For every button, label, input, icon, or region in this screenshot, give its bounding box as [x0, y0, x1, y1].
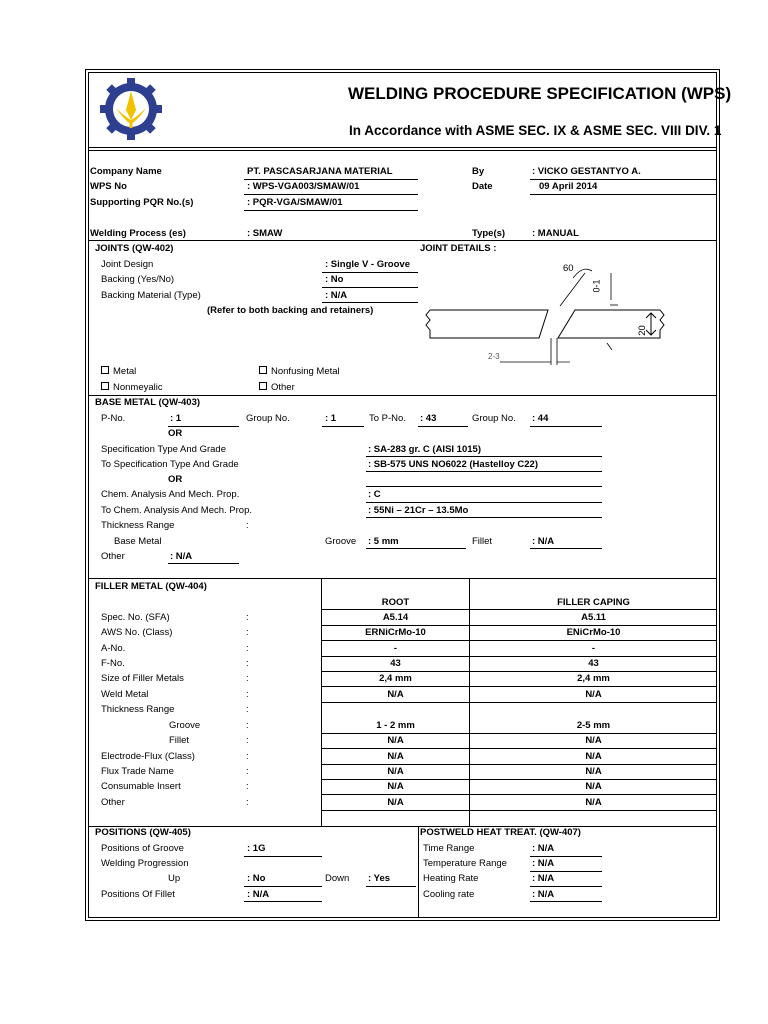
filler-root-value: N/A	[387, 797, 404, 808]
underline	[244, 856, 322, 857]
row-divider	[321, 686, 717, 687]
pos-groove-label: Positions of Groove	[101, 843, 184, 854]
checkbox-icon	[259, 382, 267, 390]
row-divider	[321, 656, 717, 657]
groove-value: : 5 mm	[368, 536, 399, 547]
thickness-colon: :	[246, 520, 249, 531]
filler-root-value: N/A	[387, 751, 404, 762]
filler-row-label: Electrode-Flux (Class)	[101, 751, 195, 762]
filler-row-colon: :	[246, 704, 249, 715]
joint-design-label: Joint Design	[101, 259, 154, 270]
filler-row-label: AWS No. (Class)	[101, 627, 173, 638]
underline	[366, 502, 602, 503]
pqr-value: : PQR-VGA/SMAW/01	[247, 197, 343, 208]
pqr-label: Supporting PQR No.(s)	[90, 197, 194, 208]
fillet-label: Fillet	[472, 536, 493, 547]
logo	[98, 76, 164, 142]
to-chem-value: : 55Ni – 21Cr – 13.5Mo	[368, 505, 469, 516]
underline	[530, 856, 602, 857]
row-divider	[321, 702, 717, 703]
filler-row-colon: :	[246, 689, 249, 700]
underline	[322, 426, 364, 427]
page-subtitle: In Accordance with ASME SEC. IX & ASME SEC. VIII DIV. 1	[349, 123, 722, 138]
divider	[321, 609, 717, 610]
filler-root-value: ERNiCrMo-10	[365, 627, 426, 638]
underline	[418, 426, 468, 427]
sketch-thickness: 20	[636, 325, 648, 336]
col-root-header: ROOT	[381, 597, 410, 608]
base-metal-title: BASE METAL (QW-403)	[95, 397, 201, 408]
backing-note: (Refer to both backing and retainers)	[207, 305, 374, 316]
group2-label: Group No.	[472, 413, 516, 424]
filler-row-label: Groove	[169, 720, 201, 731]
underline	[366, 471, 602, 472]
thickness-label: Thickness Range	[101, 520, 175, 531]
pos-groove-value: : 1G	[247, 843, 266, 854]
by-label: By	[472, 166, 485, 177]
sketch-gap: 2-3	[488, 352, 500, 361]
filler-root-value: N/A	[387, 766, 404, 777]
up-label: Up	[168, 873, 181, 884]
filler-cap-value: 2-5 mm	[576, 720, 611, 731]
time-value: : N/A	[532, 843, 555, 854]
underline	[366, 548, 466, 549]
col-cap-header: FILLER CAPING	[557, 597, 630, 608]
filler-root-value: N/A	[387, 781, 404, 792]
filler-row-label: A-No.	[101, 643, 126, 654]
group2-value: : 44	[532, 413, 549, 424]
down-value: : Yes	[368, 873, 391, 884]
to-spec-label: To Specification Type And Grade	[101, 459, 239, 470]
option-nonfusing	[259, 366, 340, 378]
underline	[168, 426, 239, 427]
filler-row-label: Weld Metal	[101, 689, 149, 700]
underline	[366, 517, 602, 518]
pwht-title: POSTWELD HEAT TREAT. (QW-407)	[420, 827, 581, 838]
divider	[88, 395, 717, 396]
filler-row-colon: :	[246, 673, 249, 684]
to-pno-label: To P-No.	[369, 413, 406, 424]
backing-mat-label: Backing Material (Type)	[101, 290, 201, 301]
filler-root-value: 2,4 mm	[379, 673, 412, 684]
underline	[366, 456, 602, 457]
row-divider	[321, 794, 717, 795]
filler-row-colon: :	[246, 781, 249, 792]
pos-fillet-value: : N/A	[247, 889, 270, 900]
base-label: Base Metal	[114, 536, 162, 547]
date-label: Date	[472, 181, 493, 192]
other-value: : N/A	[170, 551, 193, 562]
backing-mat-value: : N/A	[325, 290, 348, 301]
filler-row-label: Flux Trade Name	[101, 766, 174, 777]
pno-value: : 1	[170, 413, 182, 424]
row-divider	[321, 733, 717, 734]
filler-row-label: Spec. No. (SFA)	[101, 612, 170, 623]
filler-row-colon: :	[246, 627, 249, 638]
underline	[530, 901, 602, 902]
type-value: : MANUAL	[532, 228, 579, 239]
fillet-value: : N/A	[532, 536, 555, 547]
to-chem-label: To Chem. Analysis And Mech. Prop.	[101, 505, 253, 516]
down-label: Down	[325, 873, 350, 884]
filler-row-label: Other	[101, 797, 125, 808]
filler-cap-value: N/A	[585, 735, 602, 746]
underline	[530, 194, 717, 195]
filler-root-value: 43	[390, 658, 401, 669]
joints-title: JOINTS (QW-402)	[95, 243, 174, 254]
underline	[366, 486, 602, 487]
joint-sketch	[420, 255, 670, 380]
filler-cap-value: N/A	[585, 766, 602, 777]
underline	[530, 871, 602, 872]
column-divider	[418, 826, 419, 918]
row-divider	[321, 625, 717, 626]
underline	[168, 563, 239, 564]
row-divider	[321, 640, 717, 641]
option-metal-label: Metal	[113, 366, 137, 377]
filler-row-label: Thickness Range	[101, 704, 175, 715]
progression-label: Welding Progression	[101, 858, 189, 869]
underline	[244, 901, 322, 902]
wps-label: WPS No	[90, 181, 127, 192]
to-pno-value: : 43	[420, 413, 437, 424]
date-value: 09 April 2014	[539, 181, 598, 192]
filler-row-colon: :	[246, 797, 249, 808]
cool-label: Cooling rate	[423, 889, 475, 900]
filler-row-label: Consumable Insert	[101, 781, 181, 792]
other-label: Other	[101, 551, 125, 562]
or-label: OR	[168, 474, 183, 485]
underline	[530, 886, 602, 887]
filler-cap-value: A5.11	[581, 612, 606, 623]
option-metal	[101, 366, 136, 378]
filler-title: FILLER METAL (QW-404)	[95, 581, 207, 592]
heat-value: : N/A	[532, 873, 555, 884]
cool-value: : N/A	[532, 889, 555, 900]
underline	[530, 426, 602, 427]
filler-cap-value: 43	[588, 658, 599, 669]
filler-row-label: Size of Filler Metals	[101, 673, 184, 684]
checkbox-icon	[259, 366, 267, 374]
option-nonmetal-label: Nonmeyalic	[113, 382, 163, 393]
process-value: : SMAW	[247, 228, 283, 239]
checkbox-icon	[101, 382, 109, 390]
filler-row-colon: :	[246, 643, 249, 654]
group-value: : 1	[325, 413, 337, 424]
row-divider	[321, 810, 717, 811]
filler-root-value: A5.14	[382, 612, 409, 623]
spec-label: Specification Type And Grade	[101, 444, 226, 455]
wps-value: : WPS-VGA003/SMAW/01	[247, 181, 360, 192]
filler-row-colon: :	[246, 766, 249, 777]
underline	[244, 194, 418, 195]
underline	[244, 886, 322, 887]
divider	[88, 240, 717, 241]
option-nonmetal	[101, 382, 163, 394]
to-spec-value: : SB-575 UNS NO6022 (Hastelloy C22)	[368, 459, 539, 470]
company-value: PT. PASCASARJANA MATERIAL	[247, 166, 393, 177]
filler-row-label: F-No.	[101, 658, 125, 669]
filler-root-value: N/A	[387, 689, 404, 700]
row-divider	[321, 779, 717, 780]
heat-label: Heating Rate	[423, 873, 479, 884]
groove-label: Groove	[325, 536, 357, 547]
row-divider	[321, 671, 717, 672]
sketch-root-face: 0-1	[591, 279, 602, 293]
up-value: : No	[247, 873, 266, 884]
filler-cap-value: ENiCrMo-10	[566, 627, 621, 638]
filler-root-value: -	[393, 643, 398, 654]
underline	[366, 886, 416, 887]
or-label: OR	[168, 428, 183, 439]
divider	[88, 150, 717, 151]
pos-fillet-label: Positions Of Fillet	[101, 889, 175, 900]
type-label: Type(s)	[472, 228, 506, 239]
pno-label: P-No.	[101, 413, 126, 424]
group-label: Group No.	[246, 413, 290, 424]
temp-value: : N/A	[532, 858, 555, 869]
positions-title: POSITIONS (QW-405)	[95, 827, 191, 838]
filler-cap-value: -	[591, 643, 596, 654]
time-label: Time Range	[423, 843, 475, 854]
option-other	[259, 382, 295, 394]
filler-row-colon: :	[246, 751, 249, 762]
joint-details-label: JOINT DETAILS :	[420, 243, 497, 254]
by-value: : VICKO GESTANTYO A.	[532, 166, 641, 177]
option-nonfusing-label: Nonfusing Metal	[271, 366, 340, 377]
row-divider	[321, 764, 717, 765]
divider	[88, 147, 717, 148]
backing-label: Backing (Yes/No)	[101, 274, 175, 285]
page-title: WELDING PROCEDURE SPECIFICATION (WPS)	[348, 84, 732, 103]
underline	[530, 179, 717, 180]
sketch-angle: 60	[563, 263, 574, 274]
filler-row-colon: :	[246, 658, 249, 669]
filler-cap-value: N/A	[585, 797, 602, 808]
company-label: Company Name	[90, 166, 162, 177]
filler-root-value: N/A	[387, 735, 404, 746]
underline	[530, 548, 602, 549]
filler-row-colon: :	[246, 612, 249, 623]
filler-cap-value: N/A	[585, 751, 602, 762]
underline	[322, 287, 418, 288]
filler-cap-value: N/A	[585, 689, 602, 700]
filler-row-colon: :	[246, 720, 249, 731]
row-divider	[321, 748, 717, 749]
underline	[322, 272, 418, 273]
chem-label: Chem. Analysis And Mech. Prop.	[101, 489, 240, 500]
filler-root-value: 1 - 2 mm	[376, 720, 415, 731]
joint-design-value: : Single V - Groove	[325, 259, 410, 270]
backing-value: : No	[325, 274, 344, 285]
filler-cap-value: N/A	[585, 781, 602, 792]
underline	[322, 302, 418, 303]
filler-row-colon: :	[246, 735, 249, 746]
underline	[244, 210, 418, 211]
checkbox-icon	[101, 366, 109, 374]
divider	[88, 578, 717, 579]
option-other-label: Other	[271, 382, 295, 393]
filler-row-label: Fillet	[169, 735, 190, 746]
filler-cap-value: 2,4 mm	[577, 673, 610, 684]
temp-label: Temperature Range	[423, 858, 507, 869]
spec-value: : SA-283 gr. C (AISI 1015)	[368, 444, 481, 455]
underline	[244, 179, 418, 180]
chem-value: : C	[368, 489, 381, 500]
process-label: Welding Process (es)	[90, 228, 186, 239]
